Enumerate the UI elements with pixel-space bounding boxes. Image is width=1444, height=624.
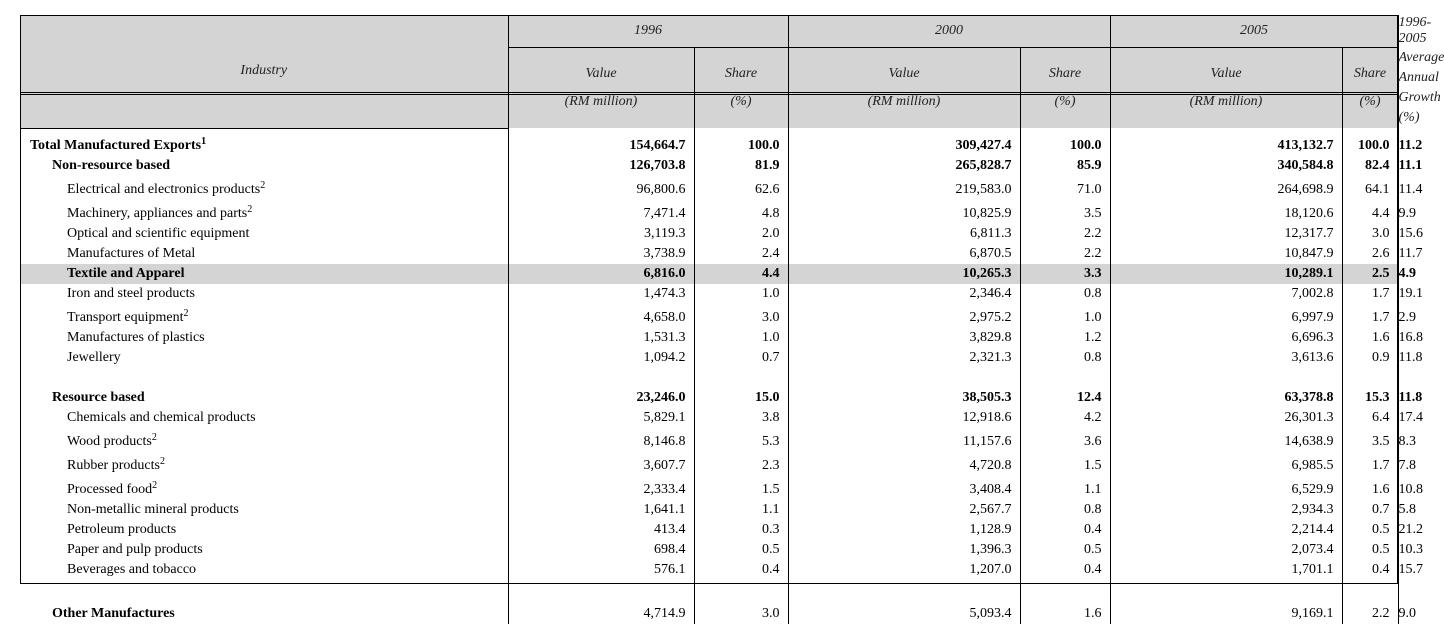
cell-value-1996: 8,146.8 <box>508 428 694 452</box>
footnote-marker: 2 <box>260 179 266 191</box>
cell-share-2000: 100.0 <box>1020 128 1110 156</box>
cell-share-2005: 0.7 <box>1342 500 1398 520</box>
cell-value-2005: 6,529.9 <box>1110 476 1342 500</box>
cell-value-2000: 6,870.5 <box>788 244 1020 264</box>
cell-share-2000: 71.0 <box>1020 176 1110 200</box>
cell-share-2005: 2.6 <box>1342 244 1398 264</box>
cell-share-2005: 6.4 <box>1342 408 1398 428</box>
cell-value-2005: 7,002.8 <box>1110 284 1342 304</box>
header-value-2005: Value (RM million) <box>1110 48 1342 129</box>
header-year-2000: 2000 <box>788 15 1110 48</box>
cell-share-2000: 2.2 <box>1020 224 1110 244</box>
cell-share-1996: 0.7 <box>694 348 788 368</box>
cell-share-1996: 5.3 <box>694 428 788 452</box>
header-share-2005: Share (%) <box>1342 48 1398 129</box>
cell-value-1996: 126,703.8 <box>508 156 694 176</box>
cell-share-2005: 3.5 <box>1342 428 1398 452</box>
cell-share-2005: 0.4 <box>1342 560 1398 580</box>
footnote-marker: 2 <box>151 431 157 443</box>
industry-name: Electrical and electronics products$^2$ <box>67 179 266 197</box>
manufactured-exports-table: Industry 1996 2000 2005 1996-2005 Value (RM million) Share (%) Value (RM million) Share (%) Value (RM million) Share (%) Average Annual Growth (%) Total Manufactured Exports$^1$ 154,664.7 100.0 309,427.4 100.0 413,132.7 100.0 11.2 Non-resource based 126,703.8 81.9 265,828.7 85.9 340,584.8 82.4 11.1 Electrical and electronics products$^2$ 96,800.6 62.6 219,583.0 71.0 264,698.9 64.1 11.4 Machinery, appliances and parts$^2$ 7,471.4 4.8 10,825.9 3.5 18,120.6 4.4 9.9 Optical and scientific equipment 3,119.3 2.0 6,811.3 2.2 12,317.7 3.0 15.6 Manufactures of Metal 3,738.9 2.4 6,870.5 2.2 10,847.9 2.6 11.7 Textile and Apparel 6,816.0 4.4 10,265.3 3.3 10,289.1 2.5 4.9 Iron and steel products 1,474.3 1.0 2,346.4 0.8 7,002.8 1.7 19.1 Transport equipment$^2$ 4,658.0 3.0 2,975.2 1.0 6,997.9 1.7 2.9 Manufactures of plastics 1,531.3 1.0 3,829.8 1.2 6,696.3 1.6 16.8 Jewellery 1,094.2 0.7 2,321.3 0.8 3,613.6 0.9 11.8 Resource based 23,246.0 15.0 38,505.3 12.4 63,378.8 15.3 11.8 Chemicals and chemical products 5,829.1 3.8 12,918.6 4.2 26,301.3 6.4 17.4 Wood products$^2$ 8,146.8 5.3 11,157.6 3.6 14,638.9 3.5 8.3 Rubber products$^2$ 3,607.7 2.3 4,720.8 1.5 6,985.5 1.7 7.8 Processed food$^2$ 2,333.4 1.5 3,408.4 1.1 6,529.9 1.6 10.8 Non-metallic mineral products 1,641.1 1.1 2,567.7 0.8 2,934.3 0.7 5.8 Petroleum products 413.4 0.3 1,128.9 0.4 2,214.4 0.5 21.2 Paper and pulp products 698.4 0.5 1,396.3 0.5 2,073.4 0.5 10.3 Beverages and tobacco 576.1 0.4 1,207.0 0.4 1,701.1 0.4 15.7 Other Manufactures 4,714.9 3.0 5,093.4 1.6 9,169.1 2.2 9.0 <box>20 15 1398 624</box>
table-row: Resource based 23,246.0 15.0 38,505.3 12.4 63,378.8 15.3 11.8 <box>20 388 1398 408</box>
cell-share-2000: 1.1 <box>1020 476 1110 500</box>
cell-value-1996: 1,474.3 <box>508 284 694 304</box>
footnote-marker: 1 <box>201 135 207 147</box>
cell-value-1996: 6,816.0 <box>508 264 694 284</box>
industry-name: Jewellery <box>67 349 121 365</box>
cell-share-2000: 0.8 <box>1020 284 1110 304</box>
cell-value-1996: 5,829.1 <box>508 408 694 428</box>
cell-value-2005: 2,073.4 <box>1110 540 1342 560</box>
cell-share-2005: 0.5 <box>1342 520 1398 540</box>
cell-share-2005: 2.2 <box>1342 600 1398 624</box>
industry-name: Other Manufactures <box>52 605 175 621</box>
industry-name: Optical and scientific equipment <box>67 225 250 241</box>
cell-value-2005: 6,985.5 <box>1110 452 1342 476</box>
cell-value-1996: 3,738.9 <box>508 244 694 264</box>
cell-value-2000: 10,825.9 <box>788 200 1020 224</box>
cell-value-2000: 1,207.0 <box>788 560 1020 580</box>
table-row: Beverages and tobacco 576.1 0.4 1,207.0 0.4 1,701.1 0.4 15.7 <box>20 560 1398 580</box>
cell-share-2000: 0.5 <box>1020 540 1110 560</box>
cell-share-1996: 1.1 <box>694 500 788 520</box>
cell-share-2005: 2.5 <box>1342 264 1398 284</box>
cell-share-2000: 0.4 <box>1020 520 1110 540</box>
cell-share-2000: 1.6 <box>1020 600 1110 624</box>
header-value-2000: Value (RM million) <box>788 48 1020 129</box>
cell-value-1996: 2,333.4 <box>508 476 694 500</box>
cell-share-1996: 1.5 <box>694 476 788 500</box>
cell-share-2000: 12.4 <box>1020 388 1110 408</box>
spacer-row <box>20 580 1398 600</box>
cell-value-2005: 18,120.6 <box>1110 200 1342 224</box>
cell-value-2000: 3,829.8 <box>788 328 1020 348</box>
industry-name: Petroleum products <box>67 521 177 537</box>
header-share-1996: Share (%) <box>694 48 788 129</box>
cell-share-2000: 4.2 <box>1020 408 1110 428</box>
cell-value-1996: 7,471.4 <box>508 200 694 224</box>
cell-value-2005: 340,584.8 <box>1110 156 1342 176</box>
cell-share-1996: 4.4 <box>694 264 788 284</box>
cell-share-1996: 0.5 <box>694 540 788 560</box>
cell-value-1996: 576.1 <box>508 560 694 580</box>
cell-share-2000: 1.2 <box>1020 328 1110 348</box>
table-body <box>20 128 1423 624</box>
header-year-2005: 2005 <box>1110 15 1398 48</box>
cell-share-2005: 64.1 <box>1342 176 1398 200</box>
cell-value-1996: 4,714.9 <box>508 600 694 624</box>
cell-share-2000: 3.5 <box>1020 200 1110 224</box>
cell-value-2000: 1,396.3 <box>788 540 1020 560</box>
industry-name: Chemicals and chemical products <box>67 409 256 425</box>
cell-value-1996: 4,658.0 <box>508 304 694 328</box>
cell-share-1996: 3.0 <box>694 304 788 328</box>
spacer-row <box>20 368 1398 388</box>
industry-name: Resource based <box>52 389 145 405</box>
cell-share-2000: 0.8 <box>1020 500 1110 520</box>
footnote-marker: 2 <box>247 203 253 215</box>
cell-value-2005: 413,132.7 <box>1110 128 1342 156</box>
cell-value-2000: 38,505.3 <box>788 388 1020 408</box>
cell-value-2000: 6,811.3 <box>788 224 1020 244</box>
footnote-marker: 2 <box>152 479 158 491</box>
cell-share-1996: 15.0 <box>694 388 788 408</box>
cell-share-1996: 2.0 <box>694 224 788 244</box>
cell-value-2000: 3,408.4 <box>788 476 1020 500</box>
industry-name: Total Manufactured Exports$^1$ <box>30 135 207 153</box>
cell-value-2005: 10,289.1 <box>1110 264 1342 284</box>
cell-share-2000: 0.8 <box>1020 348 1110 368</box>
cell-value-2000: 265,828.7 <box>788 156 1020 176</box>
footnote-marker: 2 <box>183 307 189 319</box>
cell-value-2005: 10,847.9 <box>1110 244 1342 264</box>
table-row: Wood products$^2$ 8,146.8 5.3 11,157.6 3.6 14,638.9 3.5 8.3 <box>20 428 1398 452</box>
cell-value-2005: 63,378.8 <box>1110 388 1342 408</box>
cell-share-1996: 3.8 <box>694 408 788 428</box>
cell-share-2005: 1.7 <box>1342 284 1398 304</box>
table-row: Petroleum products 413.4 0.3 1,128.9 0.4 2,214.4 0.5 21.2 <box>20 520 1398 540</box>
cell-share-2005: 1.6 <box>1342 476 1398 500</box>
cell-share-2005: 4.4 <box>1342 200 1398 224</box>
cell-share-2005: 15.3 <box>1342 388 1398 408</box>
table-row: Rubber products$^2$ 3,607.7 2.3 4,720.8 1.5 6,985.5 1.7 7.8 <box>20 452 1398 476</box>
cell-value-2005: 26,301.3 <box>1110 408 1342 428</box>
industry-name: Non-resource based <box>52 157 171 173</box>
cell-value-1996: 3,119.3 <box>508 224 694 244</box>
cell-value-2000: 1,128.9 <box>788 520 1020 540</box>
cell-value-1996: 413.4 <box>508 520 694 540</box>
cell-value-2005: 6,997.9 <box>1110 304 1342 328</box>
cell-share-2005: 1.7 <box>1342 452 1398 476</box>
cell-share-1996: 1.0 <box>694 328 788 348</box>
table-row: Optical and scientific equipment 3,119.3 2.0 6,811.3 2.2 12,317.7 3.0 15.6 <box>20 224 1398 244</box>
cell-value-2000: 219,583.0 <box>788 176 1020 200</box>
table-row: Iron and steel products 1,474.3 1.0 2,346.4 0.8 7,002.8 1.7 19.1 <box>20 284 1398 304</box>
cell-value-1996: 96,800.6 <box>508 176 694 200</box>
cell-share-2000: 2.2 <box>1020 244 1110 264</box>
table-row: Total Manufactured Exports$^1$ 154,664.7 100.0 309,427.4 100.0 413,132.7 100.0 11.2 <box>20 128 1398 156</box>
header-share-2000: Share (%) <box>1020 48 1110 129</box>
cell-share-1996: 100.0 <box>694 128 788 156</box>
cell-value-2000: 309,427.4 <box>788 128 1020 156</box>
industry-name: Manufactures of plastics <box>67 329 205 345</box>
industry-name: Manufactures of Metal <box>67 245 196 261</box>
cell-share-1996: 4.8 <box>694 200 788 224</box>
cell-share-2005: 0.9 <box>1342 348 1398 368</box>
table-row: Machinery, appliances and parts$^2$ 7,471.4 4.8 10,825.9 3.5 18,120.6 4.4 9.9 <box>20 200 1398 224</box>
industry-name: Rubber products$^2$ <box>67 455 165 473</box>
cell-value-1996: 1,094.2 <box>508 348 694 368</box>
cell-value-2000: 12,918.6 <box>788 408 1020 428</box>
header-year-1996: 1996 <box>508 15 788 48</box>
cell-value-2005: 264,698.9 <box>1110 176 1342 200</box>
table-row: Manufactures of plastics 1,531.3 1.0 3,829.8 1.2 6,696.3 1.6 16.8 <box>20 328 1398 348</box>
cell-value-1996: 1,641.1 <box>508 500 694 520</box>
cell-share-1996: 81.9 <box>694 156 788 176</box>
table-row: Other Manufactures 4,714.9 3.0 5,093.4 1.6 9,169.1 2.2 9.0 <box>20 600 1398 624</box>
cell-value-2000: 5,093.4 <box>788 600 1020 624</box>
industry-name: Iron and steel products <box>67 285 195 301</box>
cell-share-2000: 1.5 <box>1020 452 1110 476</box>
cell-value-1996: 3,607.7 <box>508 452 694 476</box>
table-row: Transport equipment$^2$ 4,658.0 3.0 2,975.2 1.0 6,997.9 1.7 2.9 <box>20 304 1398 328</box>
cell-share-1996: 0.3 <box>694 520 788 540</box>
cell-value-1996: 698.4 <box>508 540 694 560</box>
table-row: Non-metallic mineral products 1,641.1 1.1 2,567.7 0.8 2,934.3 0.7 5.8 <box>20 500 1398 520</box>
table-row: Electrical and electronics products$^2$ 96,800.6 62.6 219,583.0 71.0 264,698.9 64.1 11.4 <box>20 176 1398 200</box>
cell-value-2005: 12,317.7 <box>1110 224 1342 244</box>
industry-name: Textile and Apparel <box>20 264 508 284</box>
cell-value-2000: 2,567.7 <box>788 500 1020 520</box>
table-row: Jewellery 1,094.2 0.7 2,321.3 0.8 3,613.6 0.9 11.8 <box>20 348 1398 368</box>
cell-share-1996: 1.0 <box>694 284 788 304</box>
industry-name: Paper and pulp products <box>67 541 203 557</box>
cell-share-2005: 0.5 <box>1342 540 1398 560</box>
cell-share-2005: 100.0 <box>1342 128 1398 156</box>
cell-value-1996: 23,246.0 <box>508 388 694 408</box>
header-industry: Industry <box>20 15 508 128</box>
cell-value-2000: 2,975.2 <box>788 304 1020 328</box>
cell-value-2000: 11,157.6 <box>788 428 1020 452</box>
cell-value-2005: 9,169.1 <box>1110 600 1342 624</box>
cell-share-2000: 3.6 <box>1020 428 1110 452</box>
cell-value-2005: 14,638.9 <box>1110 428 1342 452</box>
cell-value-2005: 2,934.3 <box>1110 500 1342 520</box>
cell-value-2005: 1,701.1 <box>1110 560 1342 580</box>
cell-share-2005: 82.4 <box>1342 156 1398 176</box>
cell-share-1996: 2.4 <box>694 244 788 264</box>
cell-value-2000: 10,265.3 <box>788 264 1020 284</box>
industry-name: Transport equipment$^2$ <box>67 307 189 325</box>
cell-share-2000: 1.0 <box>1020 304 1110 328</box>
table-row: Manufactures of Metal 3,738.9 2.4 6,870.5 2.2 10,847.9 2.6 11.7 <box>20 244 1398 264</box>
table-row: Processed food$^2$ 2,333.4 1.5 3,408.4 1.1 6,529.9 1.6 10.8 <box>20 476 1398 500</box>
footnote-marker: 2 <box>159 455 165 467</box>
cell-value-2000: 2,346.4 <box>788 284 1020 304</box>
cell-value-2000: 4,720.8 <box>788 452 1020 476</box>
cell-value-1996: 154,664.7 <box>508 128 694 156</box>
cell-share-1996: 0.4 <box>694 560 788 580</box>
industry-name: Wood products$^2$ <box>67 431 157 449</box>
cell-value-2005: 2,214.4 <box>1110 520 1342 540</box>
cell-share-2000: 85.9 <box>1020 156 1110 176</box>
cell-share-1996: 62.6 <box>694 176 788 200</box>
cell-value-2000: 2,321.3 <box>788 348 1020 368</box>
header-value-1996: Value (RM million) <box>508 48 694 129</box>
cell-value-1996: 1,531.3 <box>508 328 694 348</box>
table-row: Chemicals and chemical products 5,829.1 3.8 12,918.6 4.2 26,301.3 6.4 17.4 <box>20 408 1398 428</box>
cell-share-1996: 2.3 <box>694 452 788 476</box>
industry-name: Machinery, appliances and parts$^2$ <box>67 203 253 221</box>
cell-share-1996: 3.0 <box>694 600 788 624</box>
industry-name: Non-metallic mineral products <box>67 501 239 517</box>
cell-share-2005: 1.6 <box>1342 328 1398 348</box>
cell-share-2005: 1.7 <box>1342 304 1398 328</box>
industry-name: Processed food$^2$ <box>67 479 158 497</box>
cell-share-2000: 0.4 <box>1020 560 1110 580</box>
table-row: Textile and Apparel 6,816.0 4.4 10,265.3 3.3 10,289.1 2.5 4.9 <box>20 264 1398 284</box>
cell-value-2005: 6,696.3 <box>1110 328 1342 348</box>
table-row: Non-resource based 126,703.8 81.9 265,828.7 85.9 340,584.8 82.4 11.1 <box>20 156 1398 176</box>
table-row: Paper and pulp products 698.4 0.5 1,396.3 0.5 2,073.4 0.5 10.3 <box>20 540 1398 560</box>
cell-share-2005: 3.0 <box>1342 224 1398 244</box>
cell-share-2000: 3.3 <box>1020 264 1110 284</box>
cell-value-2005: 3,613.6 <box>1110 348 1342 368</box>
industry-name: Beverages and tobacco <box>67 561 197 577</box>
header-divider <box>20 92 1398 95</box>
